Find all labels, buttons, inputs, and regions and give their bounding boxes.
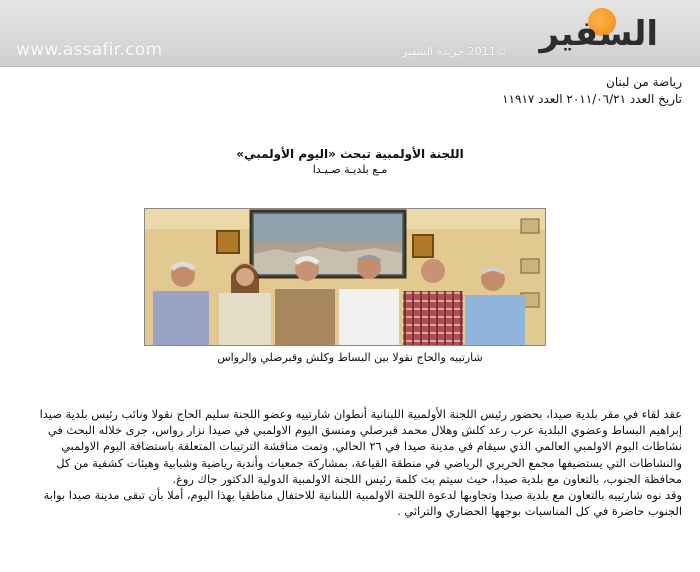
site-banner [0,0,700,67]
article-body [20,406,682,519]
article-paragraph: وقد نوه شارتييه بالتعاون مع بلدية صيدا وتجاوبها لدعوة اللجنة الاولمبية اللبنانية للاحتفال مناطقيا بهذا اليوم، أملا بأن تبقى مدينة صيدا بوابة الجنوب حاضرة في كل المناسبات بوجهها الحضاري والتراثي . [43,488,682,519]
photo-caption: شارتييه والحاج نقولا بين البساط وكلش وقبرصلي والرواس [217,351,483,364]
copyright-notice: ©2011 جريدة السفير [402,45,507,58]
article-photo [144,208,546,346]
newspaper-logo[interactable]: السفير [539,14,658,54]
article-subhead: مـع بلديـة صـيـدا [312,163,388,176]
section-label: رياضة من لبنان [606,75,682,89]
article-paragraph: عقد لقاء في مقر بلدية صيدا، بحضور رئيس اللجنة الأولمبية اللبنانية أنطوان شارتييه وعضو اللجنة سليم الحاج نقولا ونائب رئيس بلدية صيدا إبراهيم البساط وعضوي البلدية عرب رعد كلش وهلال محمد قبرصلي ومنسق اليوم الاولمبي في صيدا نزار رواس، جرى خلاله البحث في نشاطات اليوم الاولمبي العالمي الذي سيقام في مدينة صيدا في ٢٦ الحالي. وتمت مناقشة الترتيبات المتعلقة باستضافة اليوم الاولمبي والنشاطات التي يستضيفها مجمع الحريري الرياضي في منطقة القياعة، بمشاركة جمعيات وأندية رياضية وشبابية وهيئات كشفية من كل محافظة الجنوب، بالتعاون مع بلدية صيدا، حيث سيتم بث كلمة رئيس اللجنة الاولمبية الدولية الدكتور جاك روغ. [39,407,682,486]
group-photo-image [145,209,545,345]
issue-info: تاريخ العدد ٢٠١١/٠٦/٢١ العدد ١١٩١٧ [502,92,682,106]
article-meta [502,74,682,108]
site-url[interactable]: www.assafir.com [16,40,163,60]
article-headline: اللجنة الأولمبية تبحث «اليوم الأولمبي» [236,147,464,161]
